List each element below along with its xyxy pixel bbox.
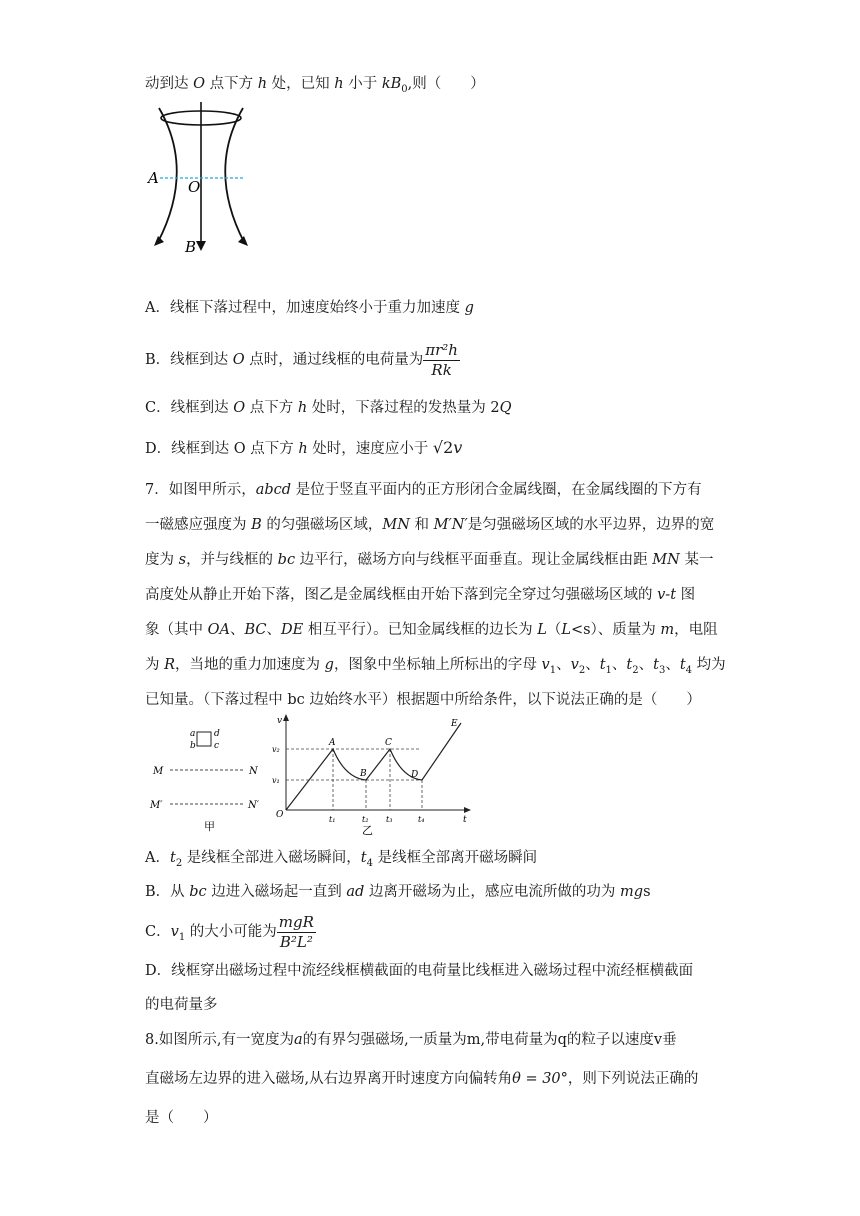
- text: 均为: [692, 657, 726, 673]
- text: ,带电荷量为: [480, 1032, 558, 1048]
- v-axis-arrow: [283, 714, 289, 721]
- text: mg: [620, 884, 644, 900]
- label-B: B: [185, 238, 197, 256]
- q7-line-6: [145, 655, 726, 681]
- point-D: D: [411, 770, 419, 780]
- figure-magnet-field: [140, 100, 255, 260]
- text: 、: [611, 657, 627, 673]
- text: <s）、质量为: [570, 622, 661, 638]
- tick-t3: t₃: [386, 815, 393, 824]
- text: g: [324, 657, 334, 673]
- text: ，当地的重力加速度为: [175, 657, 325, 673]
- q7-option-d-line-2: [145, 995, 218, 1015]
- text: 是位于竖直平面内的正方形闭合金属线圈，在金属线圈的下方有: [291, 482, 702, 498]
- text: 处时，速度应小于: [307, 441, 433, 457]
- text: v-t: [657, 587, 677, 603]
- text: O: [232, 352, 245, 368]
- numerator: mgR: [278, 912, 314, 931]
- text: 垂: [662, 1032, 677, 1048]
- text: 的有界匀强磁场,一质量为: [302, 1032, 467, 1048]
- text: DE: [281, 622, 304, 638]
- q6-option-d: [145, 438, 462, 459]
- text: 边离开磁场为止，感应电流所做的功为: [364, 884, 621, 900]
- text: 小于: [343, 76, 382, 92]
- vt-curve: [286, 723, 461, 810]
- axis-t-label: t: [463, 815, 467, 825]
- left-arrowhead: [154, 236, 164, 246]
- q7-line-3: [145, 550, 713, 570]
- text: g: [464, 300, 474, 316]
- text: （: [546, 622, 562, 638]
- point-E: E: [451, 719, 458, 729]
- text: bc: [277, 552, 296, 568]
- text: v: [653, 1032, 663, 1048]
- text: 的匀强磁场区域，: [261, 517, 383, 533]
- text: R: [164, 657, 176, 673]
- text: 象（其中: [145, 622, 208, 638]
- text: q: [557, 1032, 567, 1048]
- text: 0: [401, 83, 408, 95]
- text: ad: [346, 884, 365, 900]
- tick-v1: v₁: [272, 776, 280, 785]
- text: t: [599, 657, 606, 673]
- text: m: [466, 1032, 481, 1048]
- text: 一磁感应强度为: [145, 517, 252, 533]
- text: 高度处从静止开始下落，图乙是金属线框由开始下落到完全穿过匀强磁场区域的: [145, 587, 658, 603]
- text: 、: [585, 657, 600, 673]
- text: 2: [578, 664, 586, 676]
- text: 、: [266, 622, 281, 638]
- text: M′N′: [433, 517, 468, 533]
- sqrt-text: √2: [432, 438, 454, 457]
- denominator: B²L²: [279, 932, 313, 951]
- text: O: [233, 400, 246, 416]
- text: ，并与线框的: [186, 552, 278, 568]
- q8-line-2: [145, 1069, 698, 1089]
- text: bc: [189, 884, 207, 900]
- text: h: [297, 400, 308, 416]
- q7-line-5: [145, 620, 718, 640]
- text: v: [570, 657, 579, 673]
- text: 某一: [679, 552, 714, 568]
- text: 相互平行）。已知金属线框的边长为: [303, 622, 538, 638]
- text: D．线框穿出磁场过程中流经线框横截面的电荷量比线框进入磁场过程中流经框横截面: [145, 963, 694, 979]
- text: 和: [409, 517, 434, 533]
- text: t: [360, 850, 367, 866]
- axis-arrowhead: [196, 241, 206, 251]
- text: 、: [638, 657, 654, 673]
- label-a: a: [190, 729, 196, 739]
- charge-fraction: [423, 341, 460, 380]
- tick-t2: t₂: [362, 815, 369, 824]
- text: s: [643, 884, 651, 900]
- text: A．线框下落过程中，加速度始终小于重力加速度: [145, 300, 465, 316]
- intro-line: [145, 74, 485, 100]
- q7-option-b: [145, 882, 651, 902]
- q6-option-c: [145, 398, 512, 418]
- point-A: A: [329, 738, 336, 748]
- denominator: Rk: [431, 360, 452, 379]
- tick-t4: t₄: [418, 815, 425, 824]
- q6-option-b: [145, 338, 460, 382]
- text: v: [170, 924, 179, 940]
- text: MN: [652, 552, 680, 568]
- q7-line-1: [145, 480, 702, 500]
- text: t: [653, 657, 659, 673]
- text: B．从: [145, 884, 190, 900]
- text: 图: [676, 587, 696, 603]
- theta-expression: θ = 30°: [512, 1071, 568, 1087]
- right-field-line: [225, 108, 244, 242]
- q6-option-a: [145, 298, 474, 318]
- text: 边进入磁场起一直到: [206, 884, 347, 900]
- text: 是线框全部离开磁场瞬间: [373, 850, 538, 866]
- text: 为: [145, 657, 165, 673]
- text: 已知量。（下落过程中 bc 边始终水平）根据题中所给条件，以下说法正确的是（ ）: [145, 692, 701, 708]
- text: 直磁场左边界的进入磁场,从右边界离开时速度方向偏转角: [145, 1071, 513, 1087]
- q7-option-c: [145, 910, 316, 960]
- text: ，则下列说法正确的: [567, 1071, 699, 1087]
- q7-option-d-line-1: [145, 961, 693, 981]
- text: 、: [665, 657, 680, 673]
- text: v: [453, 438, 463, 457]
- text: C．: [145, 924, 171, 940]
- caption-yi: 乙: [362, 824, 373, 837]
- label-A: A: [148, 169, 159, 187]
- label-M: M: [153, 766, 164, 777]
- origin-O: O: [276, 810, 284, 820]
- label-N: N: [249, 766, 258, 777]
- text: t: [626, 657, 633, 673]
- text: ，电阻: [674, 622, 718, 638]
- text: Q: [499, 400, 512, 416]
- text: 处时，下落过程的发热量为 2: [307, 400, 500, 416]
- point-C: C: [385, 738, 392, 748]
- text: s: [178, 552, 187, 568]
- text: BC: [244, 622, 267, 638]
- text: 的大小可能为: [185, 924, 277, 940]
- text: ,则（ ）: [407, 76, 485, 92]
- text: 处，已知: [267, 76, 335, 92]
- text: ，图象中坐标轴上所标出的字母: [333, 657, 542, 673]
- t-axis-arrow: [464, 807, 471, 813]
- q7-line-4: [145, 585, 695, 605]
- text: 点下方: [245, 400, 298, 416]
- text: 2: [632, 664, 639, 676]
- text: 是（ ）: [145, 1110, 218, 1126]
- text: 8.如图所示,有一宽度为: [145, 1032, 294, 1048]
- text: 边平行，磁场方向与线框平面垂直。现让金属线框由距: [295, 552, 653, 568]
- numerator: πr²h: [425, 340, 458, 359]
- text: 、: [556, 657, 571, 673]
- text: 3: [658, 664, 666, 676]
- text: 度为: [145, 552, 179, 568]
- text: D．线框到达 O 点下方: [145, 441, 299, 457]
- text: h: [334, 76, 344, 92]
- q7-line-7: [145, 690, 701, 710]
- caption-jia: 甲: [204, 820, 215, 833]
- figure-jia-yi: [140, 712, 485, 842]
- text: C．线框到达: [145, 400, 234, 416]
- text: 7．如图甲所示，: [145, 482, 256, 498]
- q8-line-3: [145, 1108, 218, 1128]
- q8-line-1: [145, 1030, 677, 1050]
- text: 4: [366, 857, 373, 869]
- label-N-prime: N′: [248, 800, 260, 811]
- v1-fraction: [277, 913, 316, 952]
- tick-t1: t₁: [329, 815, 336, 824]
- text: 1: [178, 931, 186, 943]
- text: 点下方: [205, 76, 258, 92]
- text: 2: [175, 857, 183, 869]
- text: a: [293, 1032, 303, 1048]
- q7-line-2: [145, 515, 714, 535]
- label-c: c: [214, 741, 220, 751]
- text: OA: [207, 622, 230, 638]
- text: B: [251, 517, 262, 533]
- tick-v2: v₂: [272, 745, 280, 754]
- right-arrowhead: [238, 236, 248, 246]
- text: 是匀强磁场区域的水平边界，边界的宽: [467, 517, 715, 533]
- text: L: [561, 622, 571, 638]
- label-M-prime: M′: [150, 800, 163, 811]
- text: 的电荷量多: [145, 997, 218, 1013]
- text: 的粒子以速度: [566, 1032, 654, 1048]
- text: t: [679, 657, 686, 673]
- text: kB: [381, 76, 402, 92]
- text: 1: [605, 664, 612, 676]
- q7-option-a: [145, 848, 537, 874]
- point-B: B: [360, 769, 367, 779]
- text: 是线框全部进入磁场瞬间，: [182, 850, 361, 866]
- label-O: O: [188, 178, 201, 196]
- text: O: [193, 76, 205, 92]
- text: 4: [685, 664, 693, 676]
- left-field-line: [158, 108, 177, 242]
- text: MN: [382, 517, 410, 533]
- square-loop: [197, 732, 211, 746]
- text: m: [660, 622, 675, 638]
- text: h: [257, 76, 268, 92]
- label-b: b: [190, 741, 196, 751]
- option-letter: A．: [145, 850, 170, 866]
- text: abcd: [255, 482, 292, 498]
- text: v: [541, 657, 550, 673]
- text: B．线框到达: [145, 352, 233, 368]
- text: L: [537, 622, 547, 638]
- text: 1: [549, 664, 557, 676]
- text: 点时，通过线框的电荷量为: [244, 352, 424, 368]
- label-d: d: [214, 729, 220, 739]
- text: h: [298, 441, 308, 457]
- axis-v-label: v: [277, 716, 283, 726]
- text: 、: [229, 622, 245, 638]
- text: 动到达: [145, 76, 194, 92]
- text: t: [169, 850, 176, 866]
